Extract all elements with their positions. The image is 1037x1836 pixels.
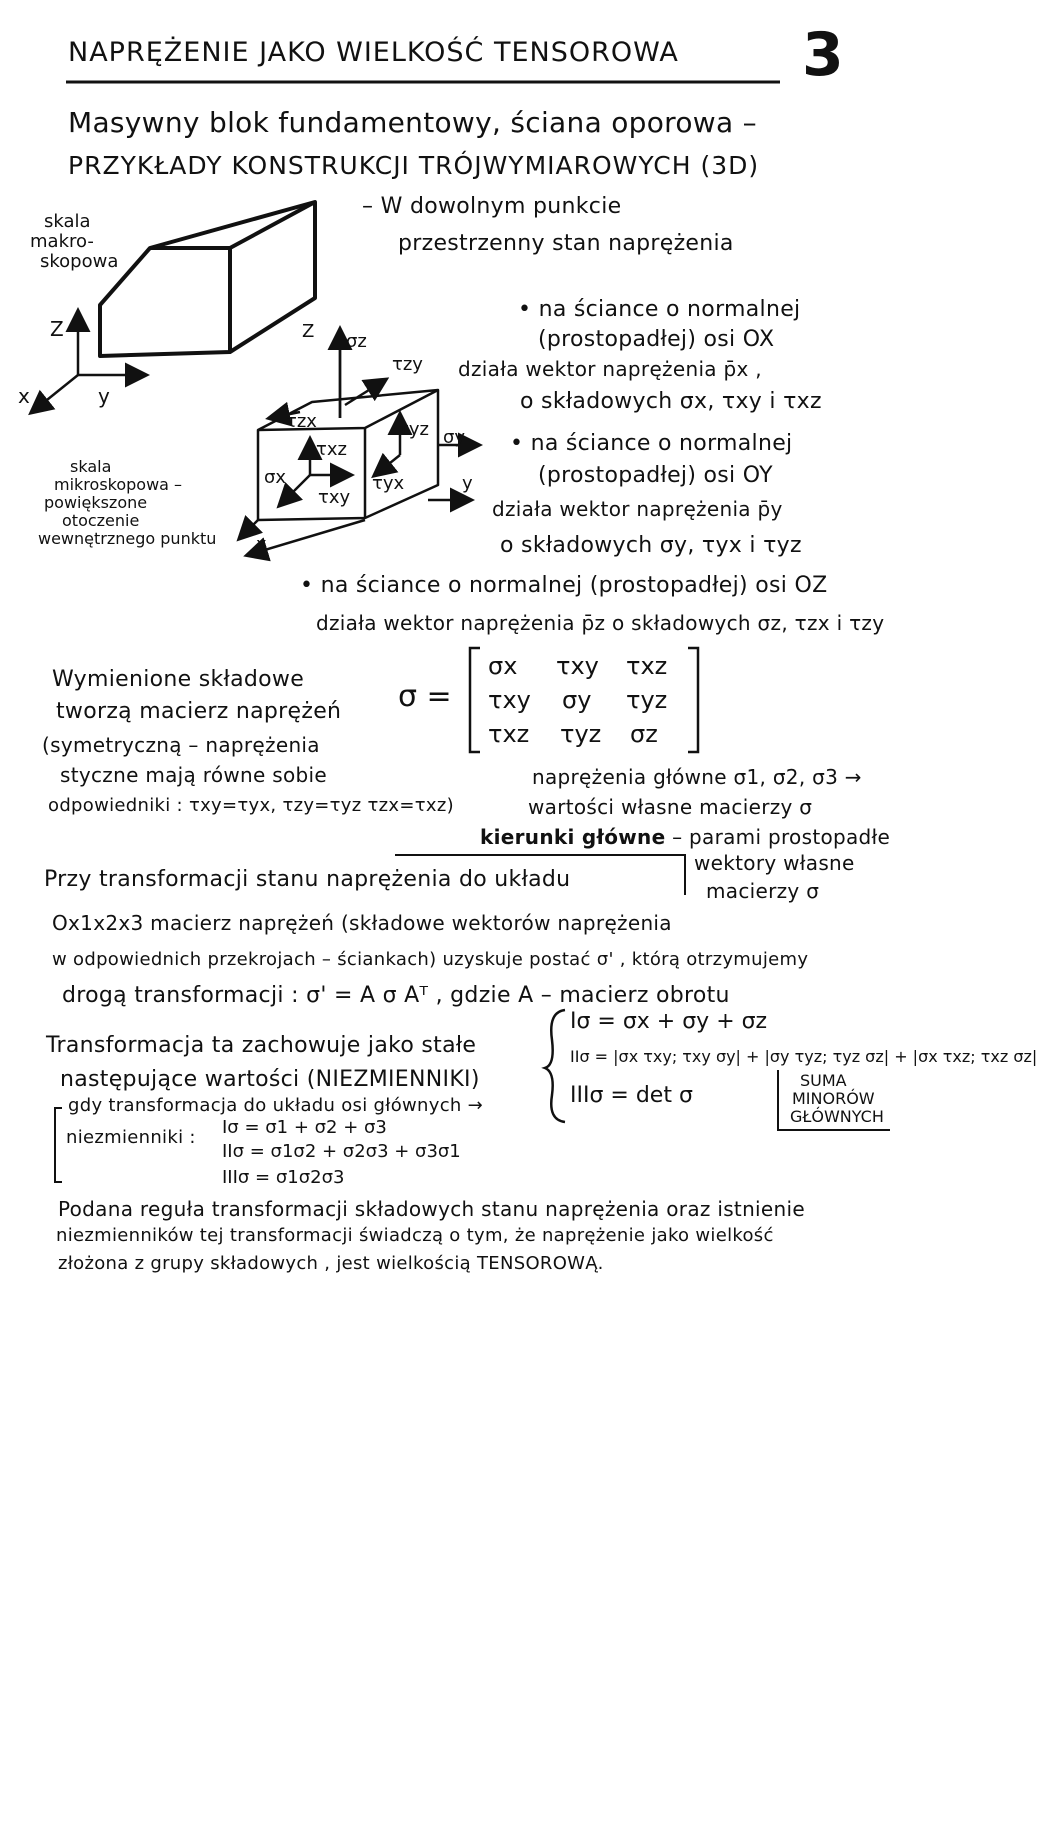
- matrix-cell: τxy: [488, 686, 531, 714]
- conclusion-line1: Podana reguła transformacji składowych stanu naprężenia oraz istnienie: [58, 1197, 805, 1221]
- transform-line1: Przy transformacji stanu naprężenia do układu: [44, 867, 571, 892]
- matrix-cell: τxy: [556, 652, 599, 680]
- macro-axes: [32, 312, 145, 412]
- matrix-cell: τxz: [626, 652, 668, 680]
- matrix-cell: σz: [630, 720, 658, 748]
- suma-label-1: SUMA: [800, 1071, 847, 1090]
- bullet2-line1: • na ściance o normalnej: [510, 431, 793, 456]
- principal-line2: wartości własne macierzy σ: [528, 795, 813, 819]
- principal-axes-line1: gdy transformacja do układu osi głównych →: [68, 1095, 483, 1116]
- label-sigma-y: σy: [443, 427, 466, 448]
- invariants-line2: następujące wartości (NIEZMIENNIKI): [60, 1067, 480, 1092]
- bullet1-line4: o składowych σx, τxy i τxz: [520, 389, 822, 414]
- principal-line1: naprężenia główne σ1, σ2, σ3 →: [532, 765, 862, 789]
- macro-block-drawing: [100, 202, 315, 356]
- matrix-text-4: styczne mają równe sobie: [60, 763, 327, 787]
- matrix-cell: τxz: [488, 720, 530, 748]
- matrix-text-5: odpowiedniki : τxy=τyx, τzy=τyz τzx=τxz): [48, 795, 454, 816]
- invariant-3: IIIσ = det σ: [570, 1083, 693, 1108]
- principal-axes-bracket: [55, 1108, 62, 1182]
- micro-axis-z: Z: [302, 321, 315, 342]
- page-title: NAPRĘŻENIE JAKO WIELKOŚĆ TENSOROWA: [68, 37, 679, 68]
- conclusion-line2: niezmienników tej transformacji świadczą o tym, że naprężenie jako wielkość: [56, 1225, 774, 1246]
- principal-invariant-1: Iσ = σ1 + σ2 + σ3: [222, 1117, 387, 1138]
- conclusion-line3: złożona z grupy składowych , jest wielkością TENSOROWĄ.: [58, 1253, 604, 1274]
- matrix-symbol: σ =: [398, 679, 452, 714]
- matrix-text-1: Wymienione składowe: [52, 667, 305, 692]
- matrix-cell: σx: [488, 652, 518, 680]
- principal-invariant-2: IIσ = σ1σ2 + σ2σ3 + σ3σ1: [222, 1141, 461, 1162]
- intro-line-1: Masywny blok fundamentowy, ściana oporowa –: [68, 106, 757, 139]
- suma-label-3: GŁÓWNYCH: [790, 1107, 884, 1126]
- label-sigma-z: σz: [346, 331, 367, 352]
- matrix-cell: τyz: [560, 720, 602, 748]
- principal-directions-rest: – parami prostopadłe: [665, 825, 891, 849]
- principal-axes-line2: niezmienniki :: [66, 1127, 196, 1148]
- transform-line4: drogą transformacji : σ' = A σ Aᵀ , gdzie A – macierz obrotu: [62, 983, 730, 1008]
- bullet3-line2: działa wektor naprężenia p̄z o składowych σz, τzx i τzy: [316, 611, 885, 635]
- macro-axis-x: x: [18, 384, 30, 408]
- micro-axis-x: x: [256, 534, 267, 555]
- transform-line3: w odpowiednich przekrojach – ściankach) uzyskuje postać σ' , którą otrzymujemy: [52, 949, 809, 970]
- matrix-text-2: tworzą macierz naprężeń: [56, 699, 342, 724]
- label-tau-zy: τzy: [392, 354, 423, 375]
- point-text-1: – W dowolnym punkcie: [362, 194, 622, 219]
- bullet3-line1: • na ściance o normalnej (prostopadłej) osi OZ: [300, 573, 828, 598]
- label-tau-yx: τyx: [372, 473, 405, 494]
- principal-line3: [480, 826, 890, 848]
- macro-scale-label-2: makro-: [30, 231, 94, 252]
- invariant-1: Iσ = σx + σy + σz: [570, 1009, 768, 1034]
- matrix-cell: σy: [562, 686, 592, 714]
- transform-line2: Ox1x2x3 macierz naprężeń (składowe wektorów naprężenia: [52, 911, 672, 935]
- macro-scale-label-3: skopowa: [40, 251, 119, 272]
- micro-scale-label-3: powiększone: [44, 493, 148, 512]
- principal-line4: wektory własne: [694, 851, 855, 875]
- micro-scale-label-5: wewnętrznego punktu: [38, 529, 217, 548]
- label-sigma-x: σx: [264, 467, 287, 488]
- intro-line-2: PRZYKŁADY KONSTRUKCJI TRÓJWYMIAROWYCH (3D): [68, 151, 760, 180]
- page-number: 3: [802, 20, 844, 90]
- matrix-cell: τyz: [626, 686, 668, 714]
- label-tau-xy: τxy: [318, 487, 351, 508]
- invariants-brace: [545, 1010, 565, 1122]
- micro-scale-label-4: otoczenie: [62, 511, 140, 530]
- invariants-line1: Transformacja ta zachowuje jako stałe: [46, 1033, 477, 1058]
- micro-axis-y: y: [462, 473, 473, 494]
- macro-axis-y: y: [98, 384, 110, 408]
- point-text-2: przestrzenny stan naprężenia: [398, 231, 734, 256]
- bullet1-line3: działa wektor naprężenia p̄x ,: [458, 357, 762, 381]
- bullet2-line2: (prostopadłej) osi OY: [538, 463, 773, 488]
- micro-scale-label-2: mikroskopowa –: [54, 475, 183, 494]
- bullet2-line4: o składowych σy, τyx i τyz: [500, 533, 802, 558]
- suma-label-2: MINORÓW: [792, 1089, 875, 1108]
- macro-scale-label-1: skala: [44, 211, 91, 232]
- label-tau-yz: τyz: [398, 419, 429, 440]
- principal-invariant-3: IIIσ = σ1σ2σ3: [222, 1167, 345, 1188]
- matrix-text-3: (symetryczną – naprężenia: [42, 733, 320, 757]
- bullet1-line1: • na ściance o normalnej: [518, 297, 801, 322]
- invariant-2: IIσ = |σx τxy; τxy σy| + |σy τyz; τyz σz| + |σx τxz; τxz σz|: [570, 1047, 1037, 1066]
- bullet1-line2: (prostopadłej) osi OX: [538, 327, 775, 352]
- label-tau-zx: τzx: [286, 411, 317, 432]
- label-tau-xz: τxz: [316, 439, 347, 460]
- bullet2-line3: działa wektor naprężenia p̄y: [492, 497, 783, 521]
- principal-directions-label: kierunki główne: [480, 825, 666, 849]
- macro-axis-z: Z: [50, 317, 64, 341]
- principal-line5: macierzy σ: [706, 879, 820, 903]
- micro-scale-label-1: skala: [70, 457, 112, 476]
